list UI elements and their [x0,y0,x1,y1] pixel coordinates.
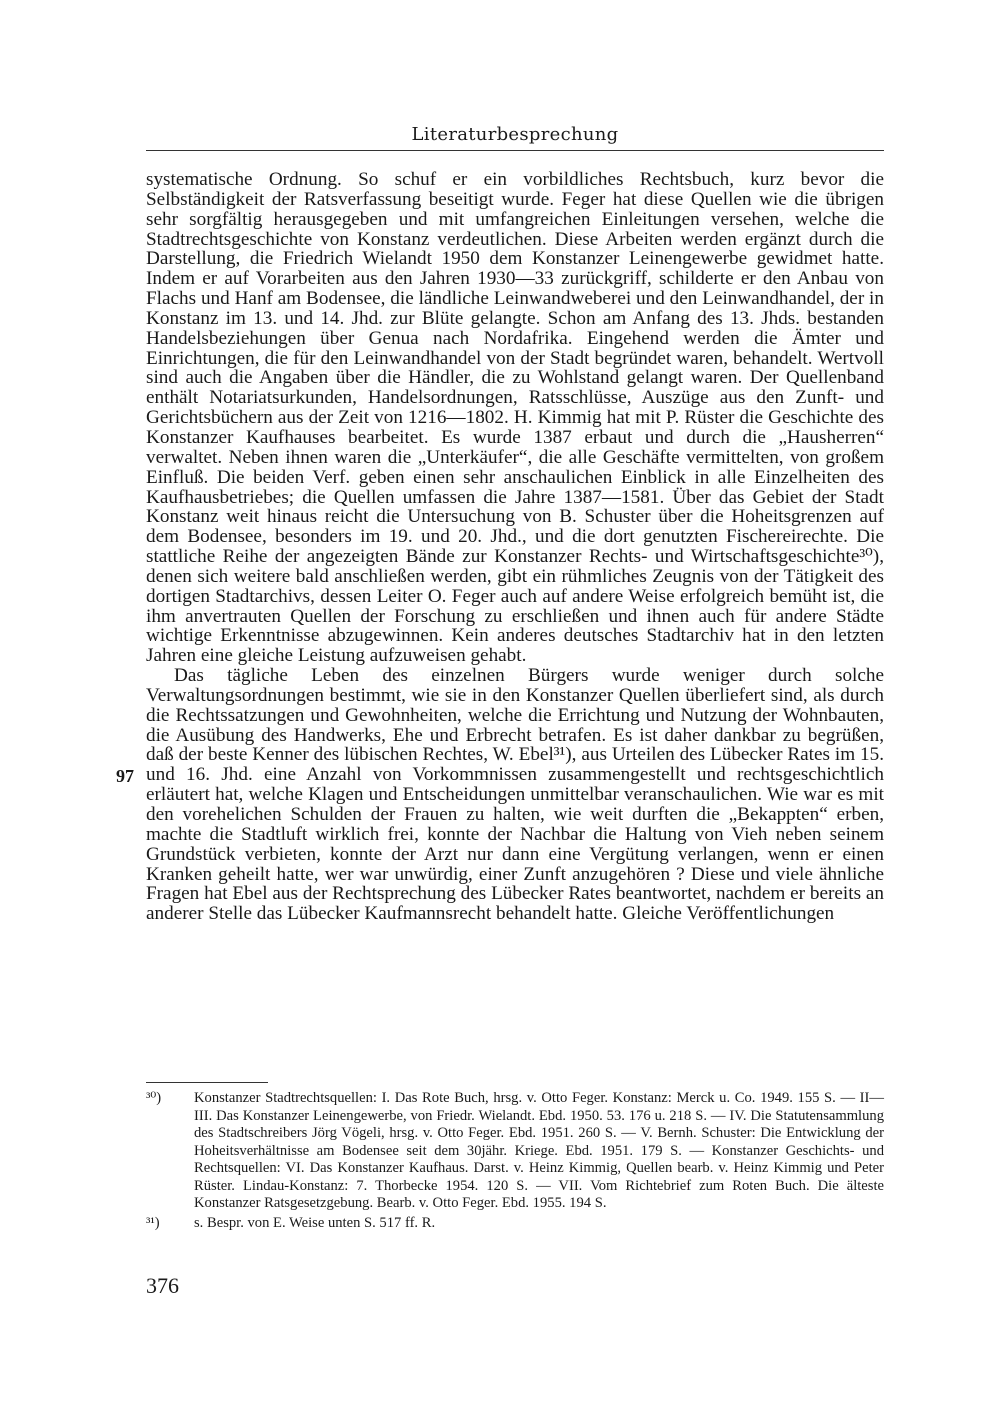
body-text [146,170,884,924]
margin-number: 97 [116,766,134,786]
running-head: Literaturbesprechung [411,124,619,145]
footnote-text: Konstanzer Stadtrechtsquellen: I. Das Rote Buch, hrsg. v. Otto Feger. Konstanz: Merck u. Co. 1949. 155 S. — II—III. Das Konstanzer Leinengewerbe, von Friedr. Wielandt. Ebd. 1950. 53. 176 u. 218 S. — IV. Die Statutensammlung des Stadtschreibers Jörg Vögeli, hrsg. v. Otto Feger. Ebd. 1951. 260 S. — V. Bernh. Schuster: Die Entwicklung der Hoheitsverhältnisse am Bodensee seit dem 30jähr. Kriege. Ebd. 1951. 179 S. — Konstanzer Geschichts- und Rechtsquellen: VI. Das Konstanzer Kaufhaus. Darst. v. Heinz Kimmig, Quellen bearb. v. Heinz Kimmig und Peter Rüster. Lindau-Konstanz: 7. Thorbecke 1954. 120 S. — VII. Vom Richtebrief zum Roten Buch. Die älteste Konstanzer Ratsgesetzgebung. Bearb. v. Otto Feger. Ebd. 1955. 194 S. [194,1090,884,1211]
footnote [146,1215,884,1233]
footnotes [146,1090,884,1234]
footnote-mark: ³¹) [146,1214,160,1231]
footnote [146,1090,884,1213]
footnote-text: s. Bespr. von E. Weise unten S. 517 ff. R. [194,1214,436,1231]
paragraph: Das tägliche Leben des einzelnen Bürgers wurde weniger durch solche Verwaltungsordnungen bestimmt, wie sie in den Konstanzer Quellen überliefert sind, als durch die Rechtssatzungen und Gewohnheiten, welche die Errichtung und Nutzung der Wohnbauten, die Ausübung des Handwerks, Ehe und Erbrecht betrafen. Es ist daher dankbar zu begrüßen, daß der beste Kenner des lübischen Rechtes, W. Ebel³¹), aus Urteilen des Lübecker Rates im 15. und 16. Jhd. eine Anzahl von Vorkommnissen zusammengestellt und rechtsgeschichtlich erläutert hat, welche Klagen und Entscheidungen unmittelbar veranschaulichen. Wie war es mit den vorehelichen Schulden der Frauen zu halten, wie weit durften die „Bekappten“ erben, machte die Stadtluft wirklich frei, konnte der Nachbar die Haltung von Vieh neben seinem Grundstück verbieten, konnte der Arzt nur dann eine Vergütung verlangen, wenn er einen Kranken geheilt hatte, wer war unwürdig, einer Zunft anzugehören ? Diese und viele ähnliche Fragen hat Ebel aus der Rechtsprechung des Lübecker Rates beantwortet, nachdem er bereits an anderer Stelle das Lübecker Kaufmannsrecht behandelt hatte. Gleiche Veröffentlichungen [146,665,884,925]
footnote-mark: ³⁰) [146,1090,162,1106]
page-number: 376 [146,1273,179,1298]
paragraph: systematische Ordnung. So schuf er ein vorbildliches Rechtsbuch, kurz bevor die Selbständigkeit der Ratsverfassung beseitigt wurde. Feger hat diese Quellen wie die übrigen sehr sorgfältig herausgegeben und mit umfangreichen Einleitungen versehen, welche die Stadtrechtsgeschichte von Konstanz verdeutlichen. Diese Arbeiten werden ergänzt durch die Darstellung, die Friedrich Wielandt 1950 dem Konstanzer Leinengewerbe gewidmet hatte. Indem er auf Vorarbeiten aus den Jahren 1930—33 zurückgriff, schilderte er den Anbau von Flachs und Hanf am Bodensee, die ländliche Leinwandweberei und den Leinwandhandel, der in Konstanz im 13. und 14. Jhd. zur Blüte gelangte. Schon am Anfang des 13. Jhds. bestanden Handelsbeziehungen über Genua nach Nordafrika. Eingehend werden die Ämter und Einrichtungen, die für den Leinwandhandel von der Stadt begründet waren, behandelt. Wertvoll sind auch die Angaben über die Händler, die zu Wohlstand gelangt waren. Der Quellenband enthält Notariatsurkunden, Handelsordnungen, Ratsschlüsse, Auszüge aus den Zunft- und Gerichtsbüchern aus der Zeit von 1216—1802. H. Kimmig hat mit P. Rüster die Geschichte des Konstanzer Kaufhauses bearbeitet. Es wurde 1387 erbaut und durch die „Hausherren“ verwaltet. Neben ihnen waren die „Unterkäufer“, die alle Geschäfte vermittelten, von großem Einfluß. Die beiden Verf. geben einen sehr anschaulichen Einblick in alle Einzelheiten des Kaufhausbetriebes; die Quellen umfassen die Jahre 1387—1581. Über das Gebiet der Stadt Konstanz weit hinaus reicht die Untersuchung von B. Schuster über die Hoheitsgrenzen auf dem Bodensee, besonders im 19. und 20. Jhd., und die dort genutzten Fischereirechte. Die stattliche Reihe der angezeigten Bände zur Konstanzer Rechts- und Wirtschaftsgeschichte³⁰), denen sich weitere bald anschließen werden, gibt ein rühmliches Zeugnis von der Tätigkeit des dortigen Stadtarchivs, dessen Leiter O. Feger auch auf andere Weise erfolgreich bemüht ist, die ihm anvertrauten Quellen der Forschung zu erschließen und ihnen auch für andere Städte wichtige Erkenntnisse abzugewinnen. Kein anderes deutsches Stadtarchiv hat in den letzten Jahren eine gleiche Leistung aufzuweisen gehabt. [146,169,884,667]
footnote-rule [146,1082,268,1083]
header-rule [146,150,884,151]
